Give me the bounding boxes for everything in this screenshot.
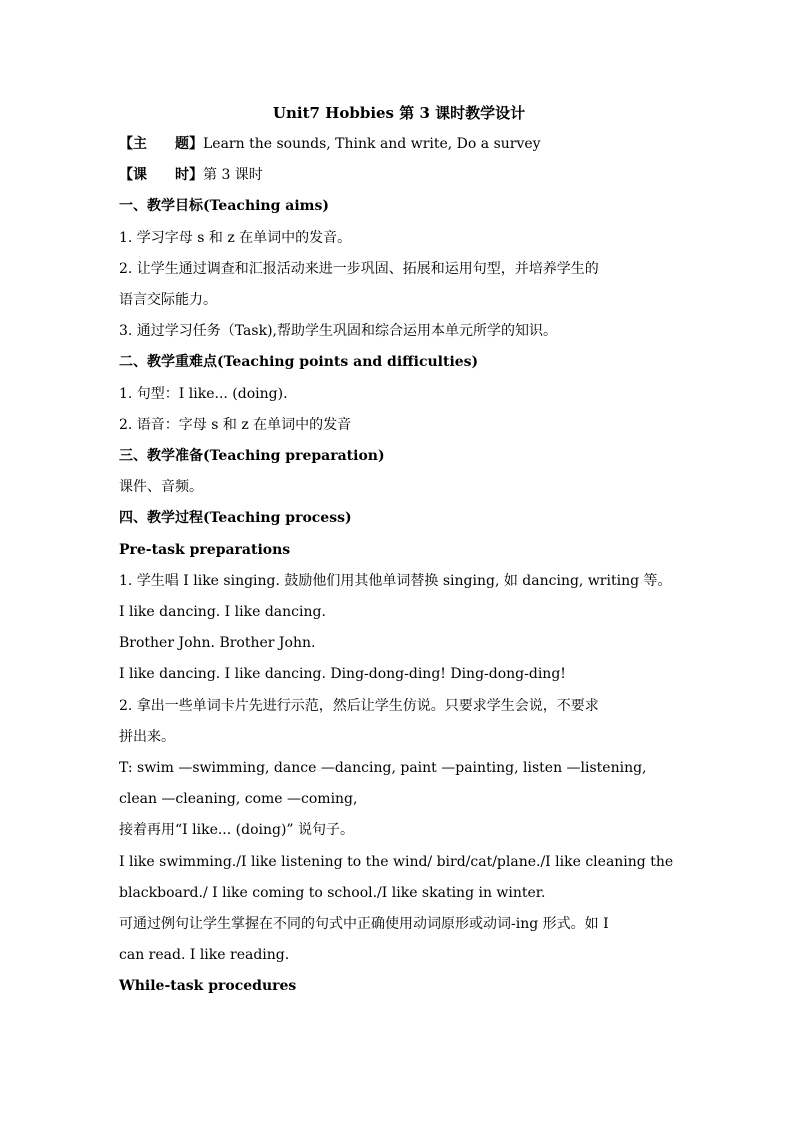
process-line: I like dancing. I like dancing. (119, 604, 326, 621)
process-line: 拼出来。 (119, 728, 175, 745)
process-line: I like dancing. I like dancing. Ding-dong-ding! Ding-dong-ding! (119, 666, 566, 683)
whiletask-heading: While-task procedures (119, 978, 297, 995)
process-heading: 四、教学过程(Teaching process) (119, 510, 352, 527)
pretask-heading: Pre-task preparations (119, 541, 291, 558)
process-line: 接着再用“I like... (doing)” 说句子。 (119, 822, 355, 839)
aims-item: 语言交际能力。 (119, 292, 217, 309)
document-body (119, 98, 679, 1003)
document-title: Unit7 Hobbies 第 3 课时教学设计 (272, 104, 526, 122)
aims-item: 3. 通过学习任务（Task),帮助学生巩固和综合运用本单元所学的知识。 (119, 323, 557, 340)
aims-item: 2. 让学生通过调查和汇报活动来进一步巩固、拓展和运用句型，并培养学生的 (119, 260, 599, 277)
preparation-item: 课件、音频。 (119, 479, 203, 496)
period-line (119, 160, 679, 191)
process-line: blackboard./ I like coming to school./I like skating in winter. (119, 884, 546, 901)
process-line: T: swim —swimming, dance —dancing, paint —painting, listen —listening, (119, 760, 647, 777)
process-line: clean —cleaning, come —coming, (119, 791, 358, 808)
process-line: 可通过例句让学生掌握在不同的句式中正确使用动词原形或动词-ing 形式。如 I (119, 916, 609, 933)
points-heading: 二、教学重难点(Teaching points and difficulties) (119, 354, 479, 371)
process-line: 2. 拿出一些单词卡片先进行示范，然后让学生仿说。只要求学生会说，不要求 (119, 697, 599, 714)
period-label: 【课 时】 (119, 167, 203, 184)
process-line: I like swimming./I like listening to the wind/ bird/cat/plane./I like cleaning the (119, 853, 674, 870)
process-line: 1. 学生唱 I like singing. 鼓励他们用其他单词替换 singing, 如 dancing, writing 等。 (119, 572, 672, 589)
aims-item: 1. 学习字母 s 和 z 在单词中的发音。 (119, 229, 352, 246)
points-item: 1. 句型：I like... (doing). (119, 385, 288, 402)
points-item: 2. 语音：字母 s 和 z 在单词中的发音 (119, 416, 352, 433)
topic-line (119, 129, 679, 160)
preparation-heading: 三、教学准备(Teaching preparation) (119, 448, 385, 465)
topic-value: Learn the sounds, Think and write, Do a survey (203, 136, 541, 152)
process-line: can read. I like reading. (119, 947, 290, 964)
period-value: 第 3 课时 (203, 167, 263, 184)
aims-heading: 一、教学目标(Teaching aims) (119, 198, 329, 215)
process-line: Brother John. Brother John. (119, 635, 316, 652)
topic-label: 【主 题】 (119, 136, 203, 152)
